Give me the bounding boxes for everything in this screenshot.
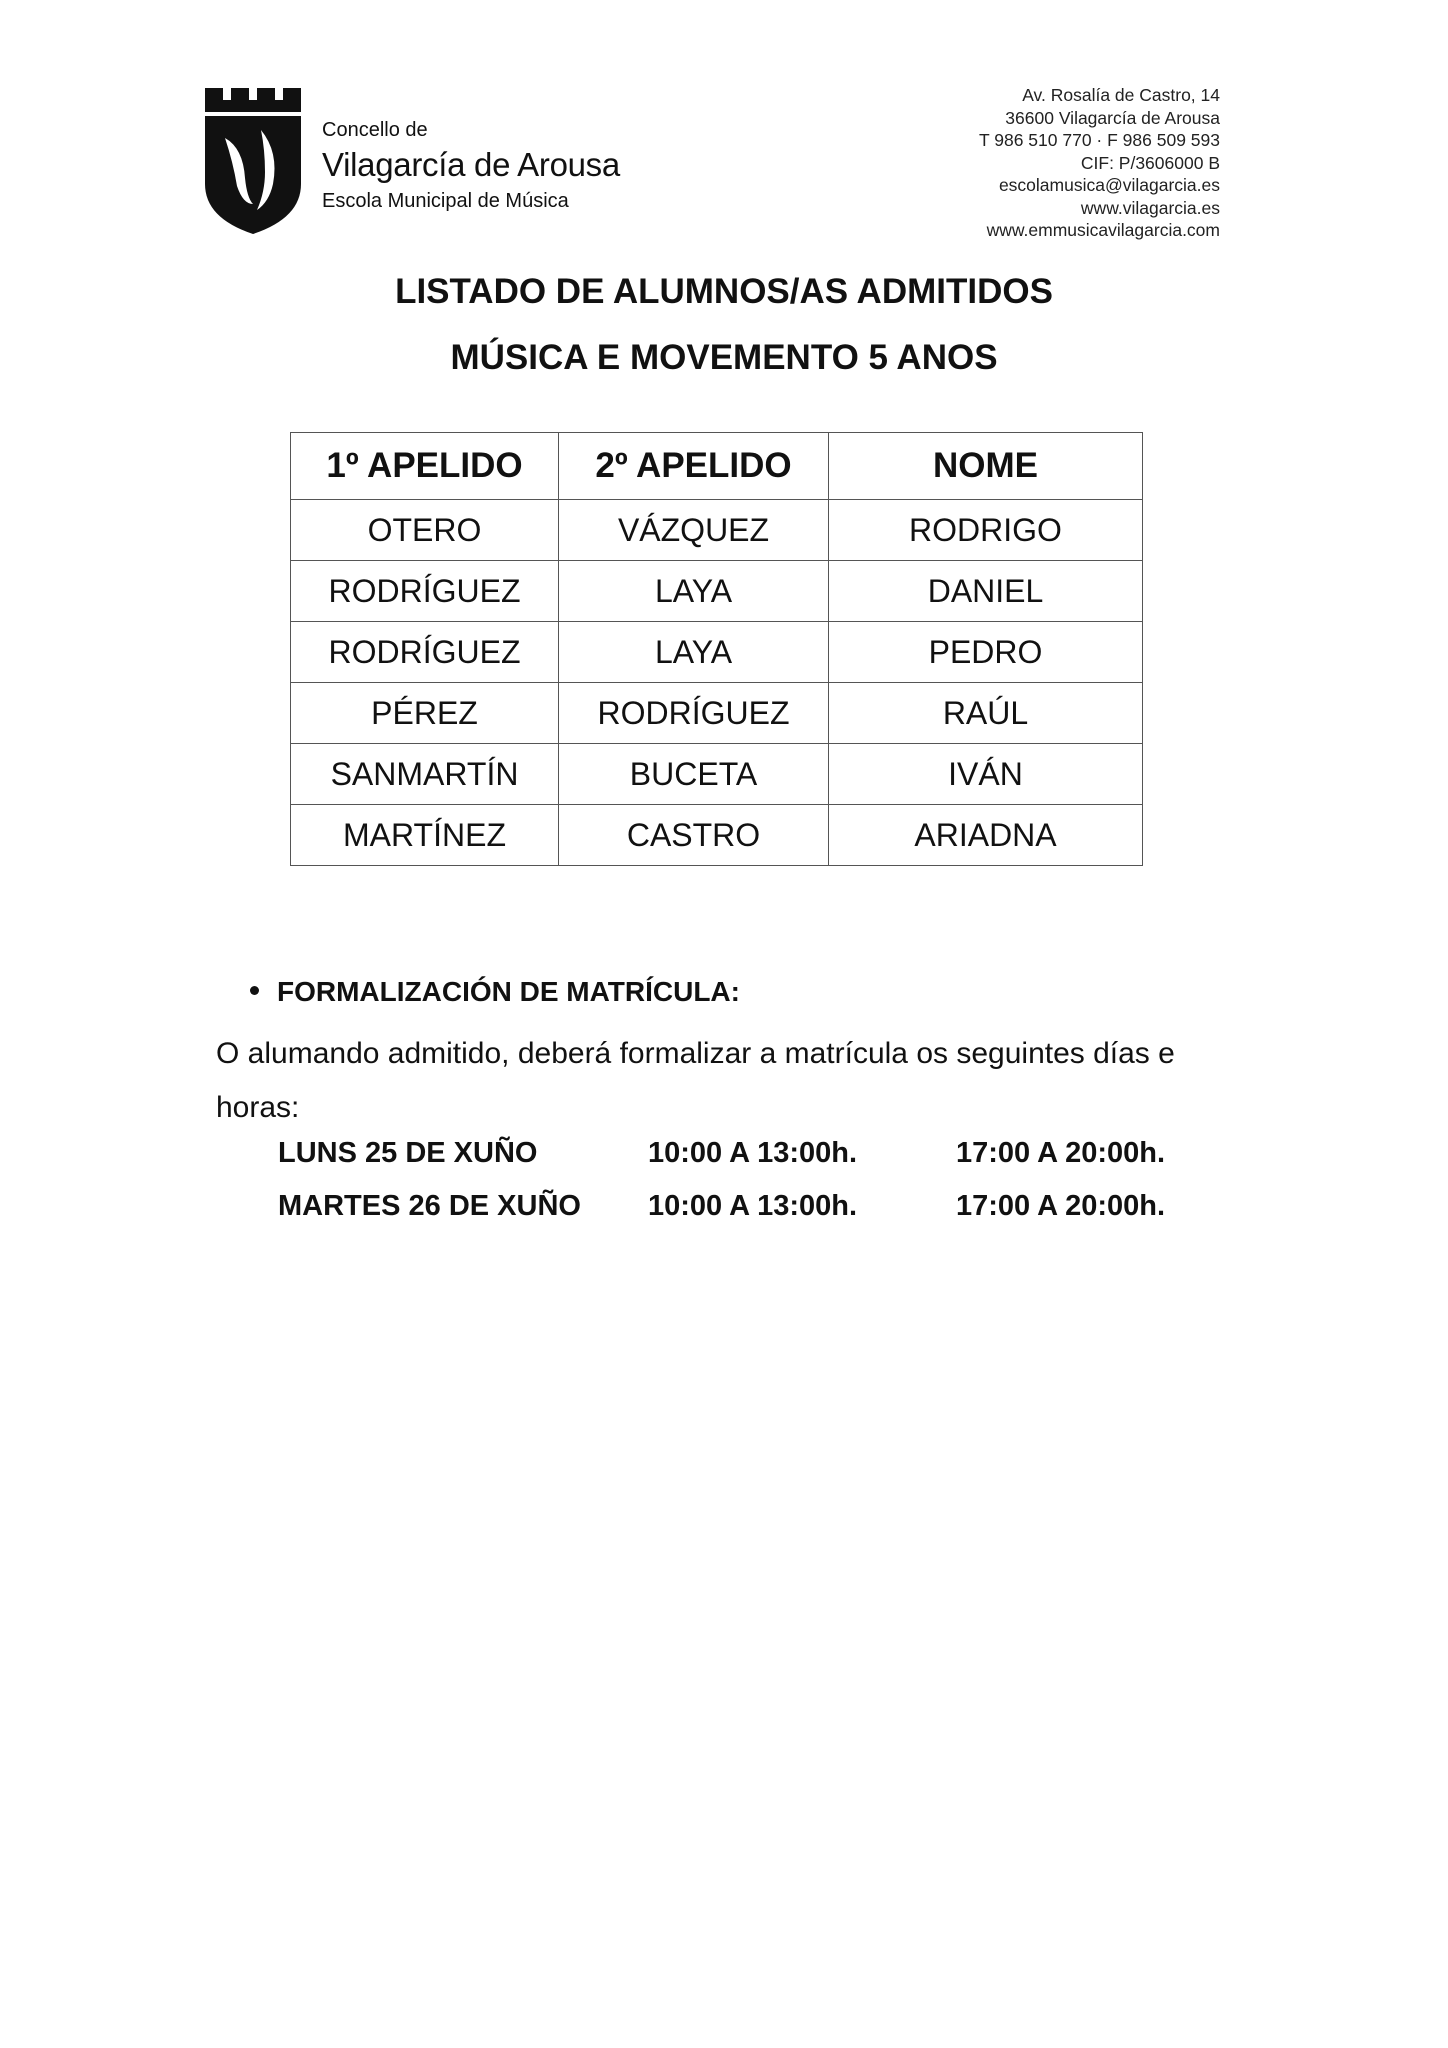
org-line-2: Vilagarcía de Arousa — [322, 146, 620, 183]
admitted-students-table — [290, 432, 1143, 866]
cell-second-surname: BUCETA — [559, 744, 829, 805]
document-title: LISTADO DE ALUMNOS/AS ADMITIDOS — [395, 272, 1053, 311]
cell-first-surname: OTERO — [291, 500, 559, 561]
table-header-row — [291, 433, 1143, 500]
cell-name: IVÁN — [829, 744, 1143, 805]
cell-second-surname: LAYA — [559, 561, 829, 622]
cell-name: PEDRO — [829, 622, 1143, 683]
document-subtitle: MÚSICA E MOVEMENTO 5 ANOS — [450, 338, 998, 377]
org-line-1: Concello de — [322, 119, 428, 141]
contact-address: Av. Rosalía de Castro, 14 — [1022, 85, 1220, 105]
cell-first-surname: PÉREZ — [291, 683, 559, 744]
contact-phone: T 986 510 770 · F 986 509 593 — [979, 130, 1220, 150]
contact-block — [979, 84, 1220, 242]
cell-name: DANIEL — [829, 561, 1143, 622]
table-row — [291, 622, 1143, 683]
schedule-day: LUNS 25 DE XUÑO — [278, 1137, 538, 1169]
header-first-surname: 1º APELIDO — [291, 433, 559, 500]
contact-school-website[interactable]: www.emmusicavilagarcia.com — [986, 220, 1220, 240]
enrolment-paragraph: O alumando admitido, deberá formalizar a matrícula os seguintes días e horas: — [216, 1037, 1175, 1124]
contact-email[interactable]: escolamusica@vilagarcia.es — [998, 175, 1220, 195]
cell-name: RODRIGO — [829, 500, 1143, 561]
table-row — [291, 805, 1143, 866]
contact-website[interactable]: www.vilagarcia.es — [1080, 197, 1220, 218]
cell-first-surname: MARTÍNEZ — [291, 805, 559, 866]
cell-first-surname: SANMARTÍN — [291, 744, 559, 805]
cell-second-surname: VÁZQUEZ — [559, 500, 829, 561]
organization-name — [322, 120, 620, 211]
schedule-evening: 17:00 A 20:00h. — [956, 1137, 1166, 1169]
cell-first-surname: RODRÍGUEZ — [291, 622, 559, 683]
castle-shield-logo-icon — [203, 86, 303, 236]
table-row — [291, 744, 1143, 805]
bullet-icon — [250, 986, 259, 995]
contact-cif: CIF: P/3606000 B — [1080, 152, 1220, 173]
schedule-morning: 10:00 A 13:00h. — [648, 1190, 858, 1222]
enrolment-heading — [250, 976, 740, 1008]
enrolment-heading-text: FORMALIZACIÓN DE MATRÍCULA: — [277, 976, 740, 1007]
table-row — [291, 561, 1143, 622]
table-row — [291, 683, 1143, 744]
cell-second-surname: RODRÍGUEZ — [559, 683, 829, 744]
contact-postcode: 36600 Vilagarcía de Arousa — [1005, 107, 1220, 128]
cell-name: RAÚL — [829, 683, 1143, 744]
org-line-3: Escola Municipal de Música — [322, 190, 569, 212]
cell-second-surname: CASTRO — [559, 805, 829, 866]
table-row — [291, 500, 1143, 561]
schedule-morning: 10:00 A 13:00h. — [648, 1137, 858, 1169]
cell-first-surname: RODRÍGUEZ — [291, 561, 559, 622]
header-name: NOME — [829, 433, 1143, 500]
cell-second-surname: LAYA — [559, 622, 829, 683]
schedule-day: MARTES 26 DE XUÑO — [278, 1190, 581, 1222]
cell-name: ARIADNA — [829, 805, 1143, 866]
schedule-evening: 17:00 A 20:00h. — [956, 1190, 1166, 1222]
header-second-surname: 2º APELIDO — [559, 433, 829, 500]
